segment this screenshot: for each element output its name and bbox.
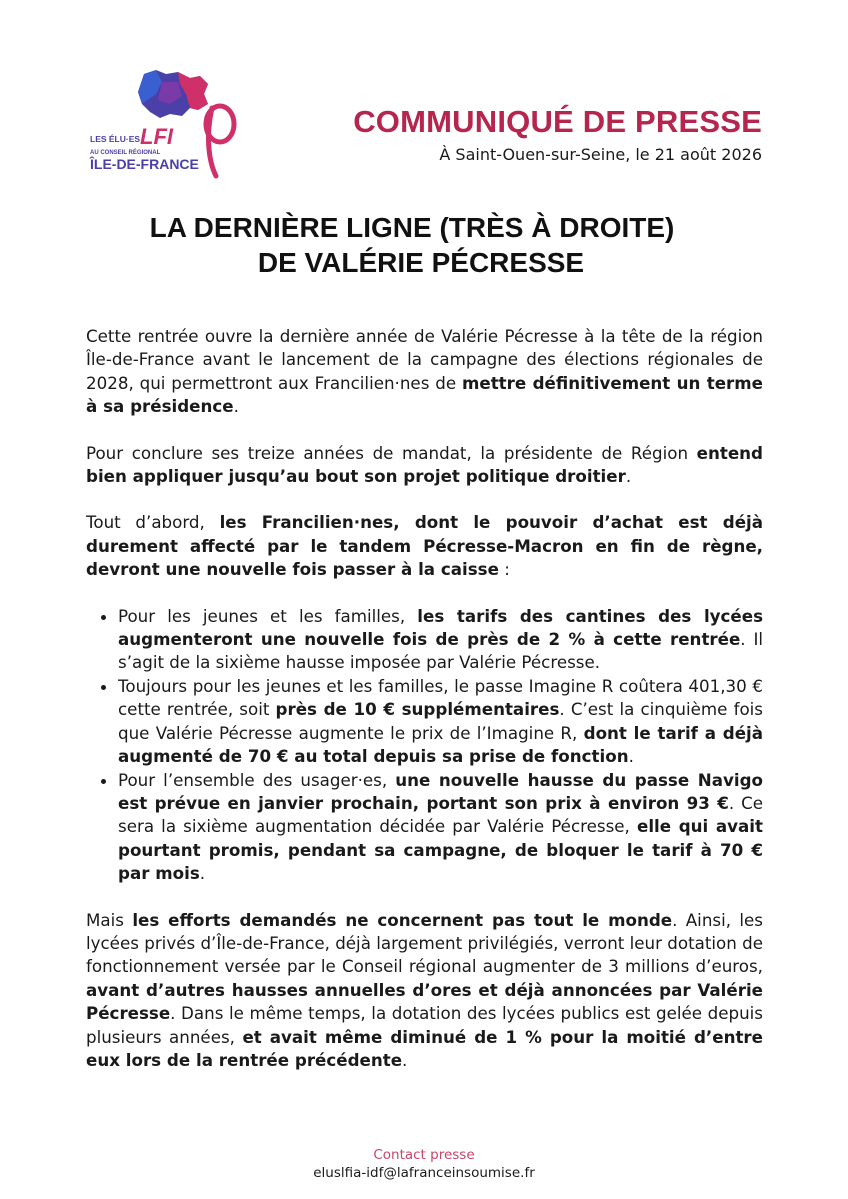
price-increase-list xyxy=(86,605,763,886)
bold-run: entend bien appliquer jusqu’au bout son projet politique droitier xyxy=(86,442,763,487)
paragraph-intro xyxy=(86,325,763,419)
text-run: . Il s’agit de la sixième hausse imposée par Valérie Pécresse. xyxy=(118,629,764,673)
bold-run: mettre définitivement un terme à sa présidence xyxy=(86,372,763,417)
text-run: . Ainsi, les lycées privés d’Île-de-France, déjà largement privilégiés, verront leur dotation de fonctionnement versée par le Conseil régional augmenter de 3 millions d’euros, xyxy=(86,909,763,977)
lfi-logo xyxy=(86,64,246,180)
bold-run: les efforts demandés ne concernent pas tout le monde xyxy=(132,909,673,930)
bold-run: avant d’autres hausses annuelles d’ores et déjà annoncées par Valérie Pécresse xyxy=(86,979,763,1024)
text-run: Tout d’abord, xyxy=(86,512,220,533)
press-body xyxy=(86,325,763,1095)
bold-run: et avait même diminué de 1 % pour la moitié d’entre eux lors de la rentrée précédente xyxy=(86,1026,763,1070)
text-run: Pour conclure ses treize années de mandat, la présidente de Région xyxy=(86,442,697,463)
text-run: Cette rentrée ouvre la dernière année de Valérie Pécresse à la tête de la région Île-de-France avant le lancement de la campagne des élections régionales de 2028, qui permettront aux Francilien·nes de xyxy=(86,326,763,393)
logo-text-idf: ÎLE-DE-FRANCE xyxy=(90,156,199,172)
headline xyxy=(0,210,848,280)
text-run: Toujours pour les jeunes et les familles, le passe Imagine R coûtera 401,30 € cette rentrée, soit xyxy=(118,675,763,720)
text-run: . C’est la cinquième fois que Valérie Pécresse augmente le prix de l’Imagine R, xyxy=(118,699,763,743)
ile-de-france-map-icon xyxy=(86,64,246,180)
paragraph-purchasing-power xyxy=(86,511,763,581)
text-run: Pour l’ensemble des usager·es, xyxy=(118,769,396,790)
press-release-date: À Saint-Ouen-sur-Seine, le 21 août 2026 xyxy=(439,145,762,164)
text-run: . xyxy=(628,746,634,767)
text-run: . xyxy=(625,466,632,487)
contact-label: Contact presse xyxy=(373,1147,475,1163)
text-run: . Ce sera la sixième augmentation décidée par Valérie Pécresse, xyxy=(118,792,764,837)
text-run: Pour les jeunes et les familles, xyxy=(118,605,418,626)
paragraph-private-schools xyxy=(86,909,763,1073)
contact-email[interactable]: eluslfia-idf@lafranceinsoumise.fr xyxy=(313,1165,535,1181)
press-contact xyxy=(0,1146,848,1182)
press-header xyxy=(353,104,762,164)
bold-run: les tarifs des cantines des lycées augmenteront une nouvelle fois de près de 2 % à cette rentrée xyxy=(118,605,763,650)
press-release-title: COMMUNIQUÉ DE PRESSE xyxy=(353,104,762,139)
logo-text-conseil: AU CONSEIL RÉGIONAL xyxy=(90,150,161,156)
text-run: Mais xyxy=(86,909,133,930)
text-run: . Dans le même temps, la dotation des lycées publics est gelée depuis plusieurs années, xyxy=(86,1003,763,1047)
logo-text-lfi: LFI xyxy=(140,124,173,149)
text-run: : xyxy=(498,559,510,580)
list-item-imagine-r xyxy=(118,675,763,769)
paragraph-mandate xyxy=(86,442,763,489)
logo-text-elues: LES ÉLU·ES xyxy=(90,134,141,144)
list-item-navigo xyxy=(118,769,763,886)
list-item-cantines xyxy=(118,605,763,675)
bold-run: elle qui avait pourtant promis, pendant sa campagne, de bloquer le tarif à 70 € par mois xyxy=(118,816,764,884)
bold-run: près de 10 € supplémentaires xyxy=(275,699,560,720)
bold-run: une nouvelle hausse du passe Navigo est prévue en janvier prochain, portant son prix à environ 93 € xyxy=(118,769,763,813)
headline-line-1: LA DERNIÈRE LIGNE (TRÈS À DROITE) xyxy=(149,212,675,243)
text-run: . xyxy=(402,1049,408,1070)
bold-run: dont le tarif a déjà augmenté de 70 € au total depuis sa prise de fonction xyxy=(118,722,764,767)
text-run: . xyxy=(233,396,239,417)
text-run: . xyxy=(199,863,206,884)
bold-run: les Francilien·nes, dont le pouvoir d’achat est déjà durement affecté par le tandem Pécresse-Macron en fin de règne, devront une nouvelle fois passer à la caisse xyxy=(86,512,764,580)
headline-line-2: DE VALÉRIE PÉCRESSE xyxy=(257,247,585,278)
